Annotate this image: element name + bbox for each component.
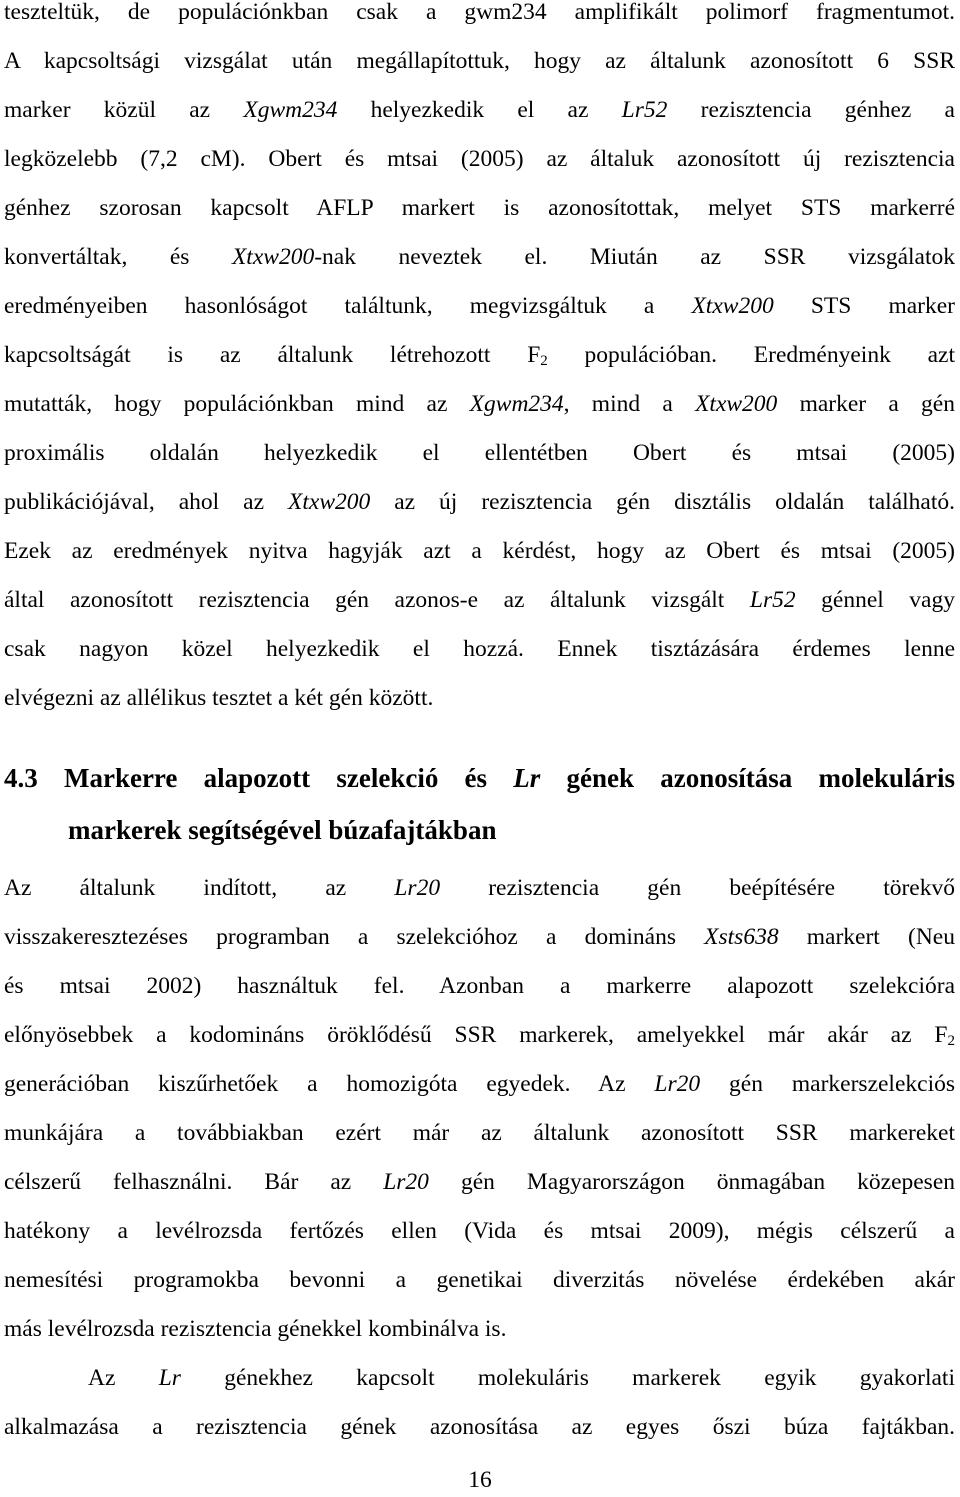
text-line: Az Lr génekhez kapcsolt molekuláris markerek egyik gyakorlati bbox=[88, 1365, 955, 1391]
text-line: csak nagyon közel helyezkedik el hozzá. Ennek tisztázására érdemes lenne bbox=[4, 636, 955, 662]
text-line: Az általunk indított, az Lr20 rezisztencia gén beépítésére törekvő bbox=[4, 875, 955, 901]
page-number: 16 bbox=[468, 1467, 492, 1493]
text-line: marker közül az Xgwm234 helyezkedik el az Lr52 rezisztencia génhez a bbox=[4, 97, 955, 123]
text-line: alkalmazása a rezisztencia gének azonosítása az egyes őszi búza fajtákban. bbox=[4, 1414, 955, 1440]
text-line: generációban kiszűrhetőek a homozigóta egyedek. Az Lr20 gén markerszelekciós bbox=[4, 1071, 955, 1097]
text-line: génhez szorosan kapcsolt AFLP markert is azonosítottak, melyet STS markerré bbox=[4, 195, 955, 221]
text-line: teszteltük, de populációnkban csak a gwm234 amplifikált polimorf fragmentumot. bbox=[4, 0, 955, 25]
text-line: más levélrozsda rezisztencia génekkel kombinálva is. bbox=[4, 1316, 507, 1342]
text-line: publikációjával, ahol az Xtxw200 az új rezisztencia gén disztális oldalán található. bbox=[4, 489, 955, 515]
text-line: Ezek az eredmények nyitva hagyják azt a kérdést, hogy az Obert és mtsai (2005) bbox=[4, 538, 955, 564]
section-heading: 4.3 Markerre alapozott szelekció és Lr gének azonosítása molekuláris bbox=[4, 763, 955, 793]
text-line: hatékony a levélrozsda fertőzés ellen (Vida és mtsai 2009), mégis célszerű a bbox=[4, 1218, 955, 1244]
section-heading-continuation: markerek segítségével búzafajtákban bbox=[68, 815, 497, 845]
text-line: mutatták, hogy populációnkban mind az Xgwm234, mind a Xtxw200 marker a gén bbox=[4, 391, 955, 417]
text-line: konvertáltak, és Xtxw200-nak neveztek el. Miután az SSR vizsgálatok bbox=[4, 244, 955, 270]
text-line: és mtsai 2002) használtuk fel. Azonban a markerre alapozott szelekcióra bbox=[4, 973, 955, 999]
text-line: visszakeresztezéses programban a szelekcióhoz a domináns Xsts638 markert (Neu bbox=[4, 924, 955, 950]
text-line: eredményeiben hasonlóságot találtunk, megvizsgáltuk a Xtxw200 STS marker bbox=[4, 293, 955, 319]
text-line: előnyösebbek a kodomináns öröklődésű SSR markerek, amelyekkel már akár az $F_2$ bbox=[4, 1022, 955, 1049]
text-line: munkájára a továbbiakban ezért már az általunk azonosított SSR markereket bbox=[4, 1120, 955, 1146]
text-line: által azonosított rezisztencia gén azonos-e az általunk vizsgált Lr52 génnel vagy bbox=[4, 587, 955, 613]
text-line: nemesítési programokba bevonni a genetikai diverzitás növelése érdekében akár bbox=[4, 1267, 955, 1293]
text-line: legközelebb (7,2 cM). Obert és mtsai (2005) az általuk azonosított új rezisztencia bbox=[4, 146, 955, 172]
text-line: célszerű felhasználni. Bár az Lr20 gén Magyarországon önmagában közepesen bbox=[4, 1169, 955, 1195]
text-line: proximális oldalán helyezkedik el ellentétben Obert és mtsai (2005) bbox=[4, 440, 955, 466]
text-line: elvégezni az allélikus tesztet a két gén között. bbox=[4, 685, 434, 711]
text-line: kapcsoltságát is az általunk létrehozott $F_2$ populációban. Eredményeink azt bbox=[4, 342, 955, 369]
text-line: A kapcsoltsági vizsgálat után megállapítottuk, hogy az általunk azonosított 6 SSR bbox=[4, 48, 955, 74]
